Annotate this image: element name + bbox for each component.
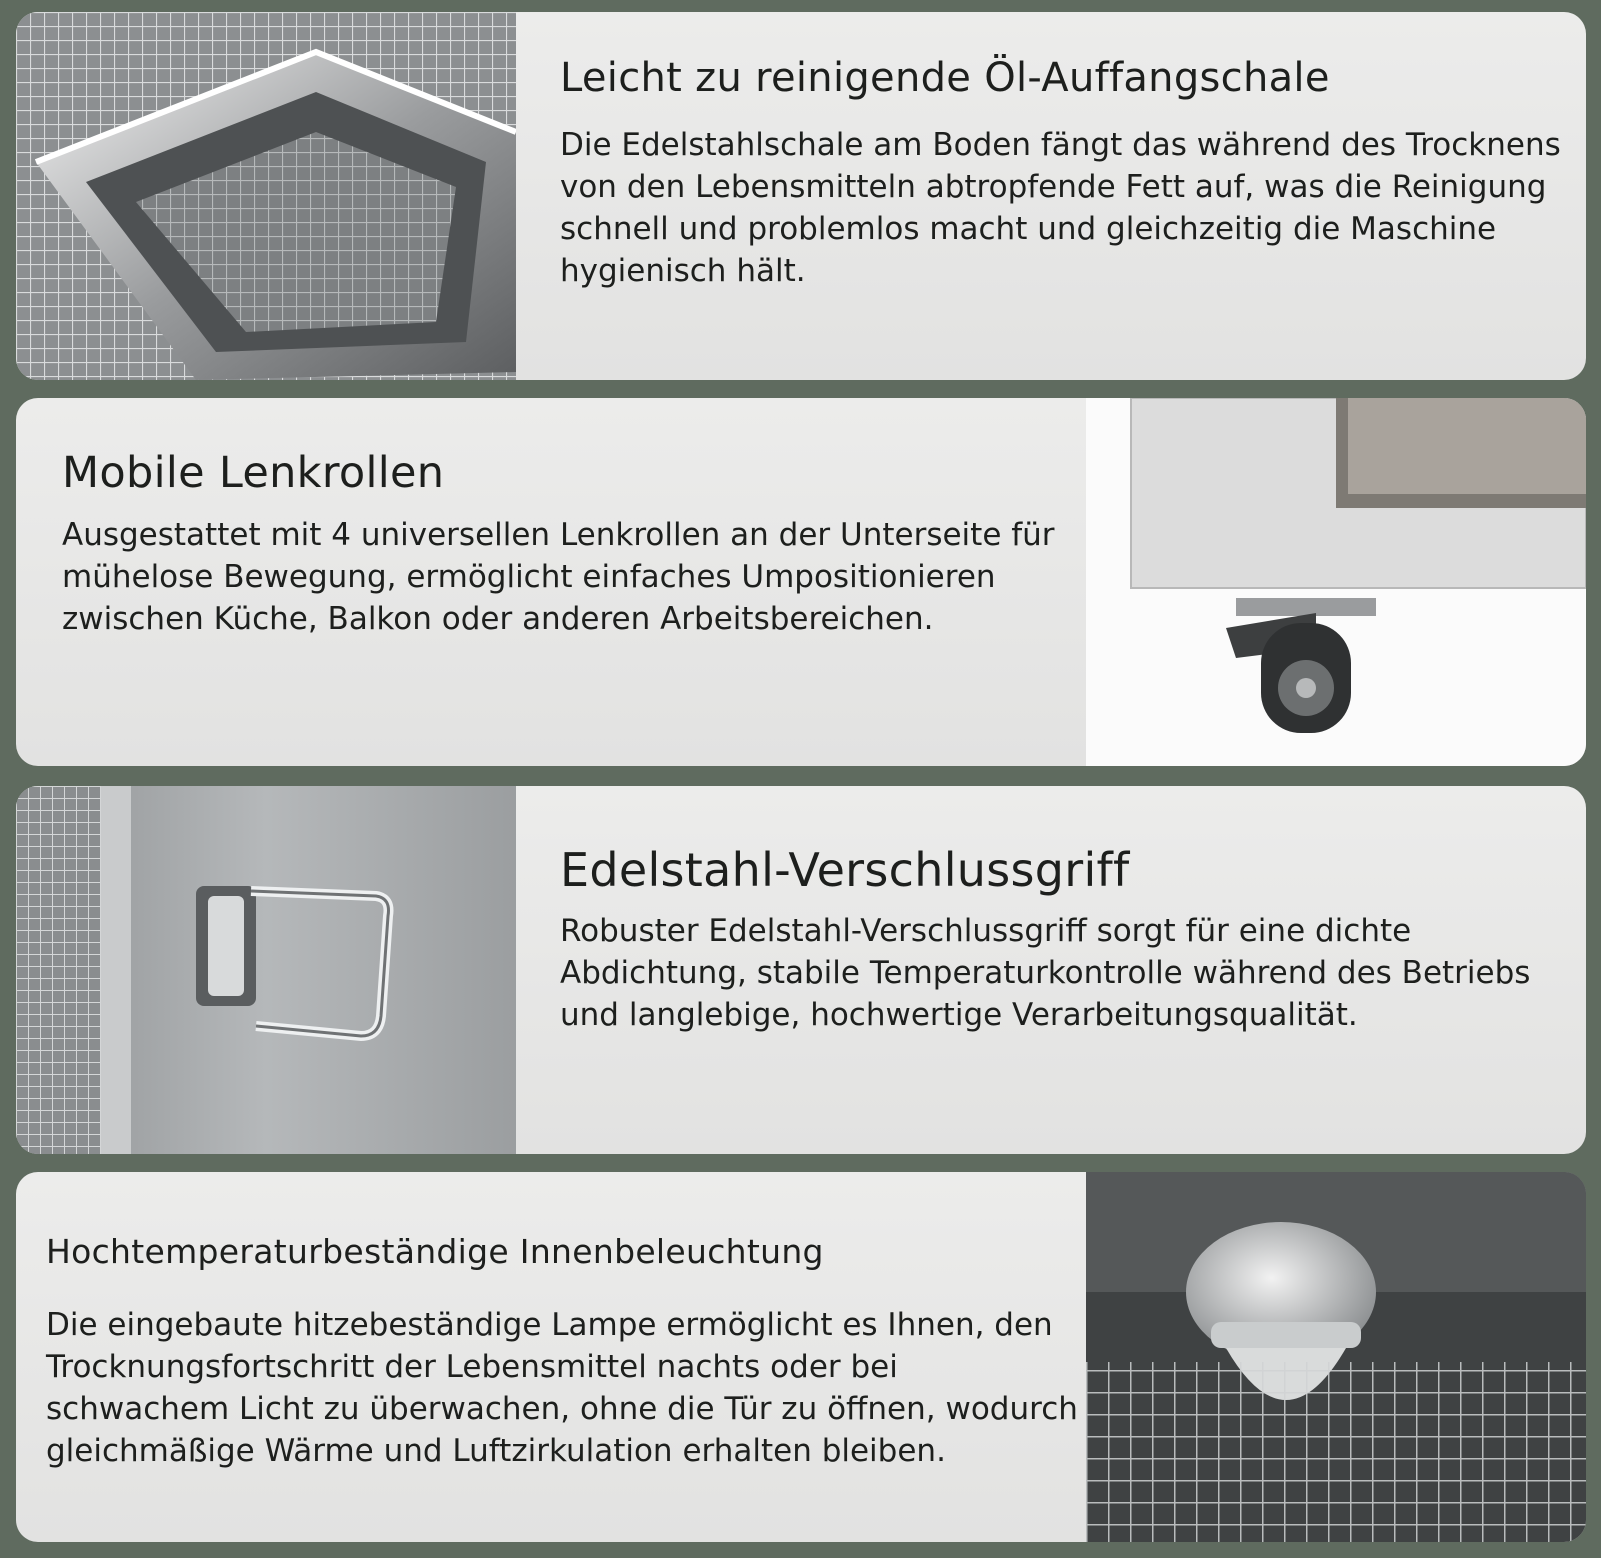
feature-card-interior-light [16,1172,1586,1542]
feature-description: Die eingebaute hitzebeständige Lampe ermöglicht es Ihnen, den Trocknungsfortschritt der Lebensmittel nachts oder bei schwachem Licht zu überwachen, ohne die Tür zu öffnen, wodurch gleichmäßige Wärme und Luftzirkulation erhalten bleiben. [46,1307,1078,1469]
interior-lamp-photo [1086,1172,1586,1542]
feature-description: Die Edelstahlschale am Boden fängt das während des Trocknens von den Lebensmitteln abtropfende Fett auf, was die Reinigung schnell und problemlos macht und gleichzeitig die Maschine hygienisch hält. [560,127,1561,289]
feature-title: Hochtemperaturbeständige Innenbeleuchtung [46,1232,824,1271]
feature-card-casters [16,398,1586,766]
feature-title: Leicht zu reinigende Öl-Auffangschale [560,55,1330,101]
oil-drip-tray-photo [16,12,516,380]
caster-wheel-photo [1086,398,1586,766]
feature-card-oil-tray [16,12,1586,380]
feature-title: Edelstahl-Verschlussgriff [560,843,1130,897]
feature-text [62,446,1062,640]
feature-title: Mobile Lenkrollen [62,448,445,498]
feature-description: Ausgestattet mit 4 universellen Lenkrollen an der Unterseite für mühelose Bewegung, ermöglicht einfaches Umpositionieren zwischen Küche, Balkon oder anderen Arbeitsbereichen. [62,517,1055,637]
latch-handle-photo [16,786,516,1154]
feature-text [46,1230,1086,1472]
feature-description: Robuster Edelstahl-Verschlussgriff sorgt für eine dichte Abdichtung, stabile Temperaturkontrolle während des Betriebs und langlebige, hochwertige Verarbeitungsqualität. [560,913,1531,1033]
feature-text [560,842,1570,1036]
feature-card-latch [16,786,1586,1154]
feature-text [560,52,1570,292]
